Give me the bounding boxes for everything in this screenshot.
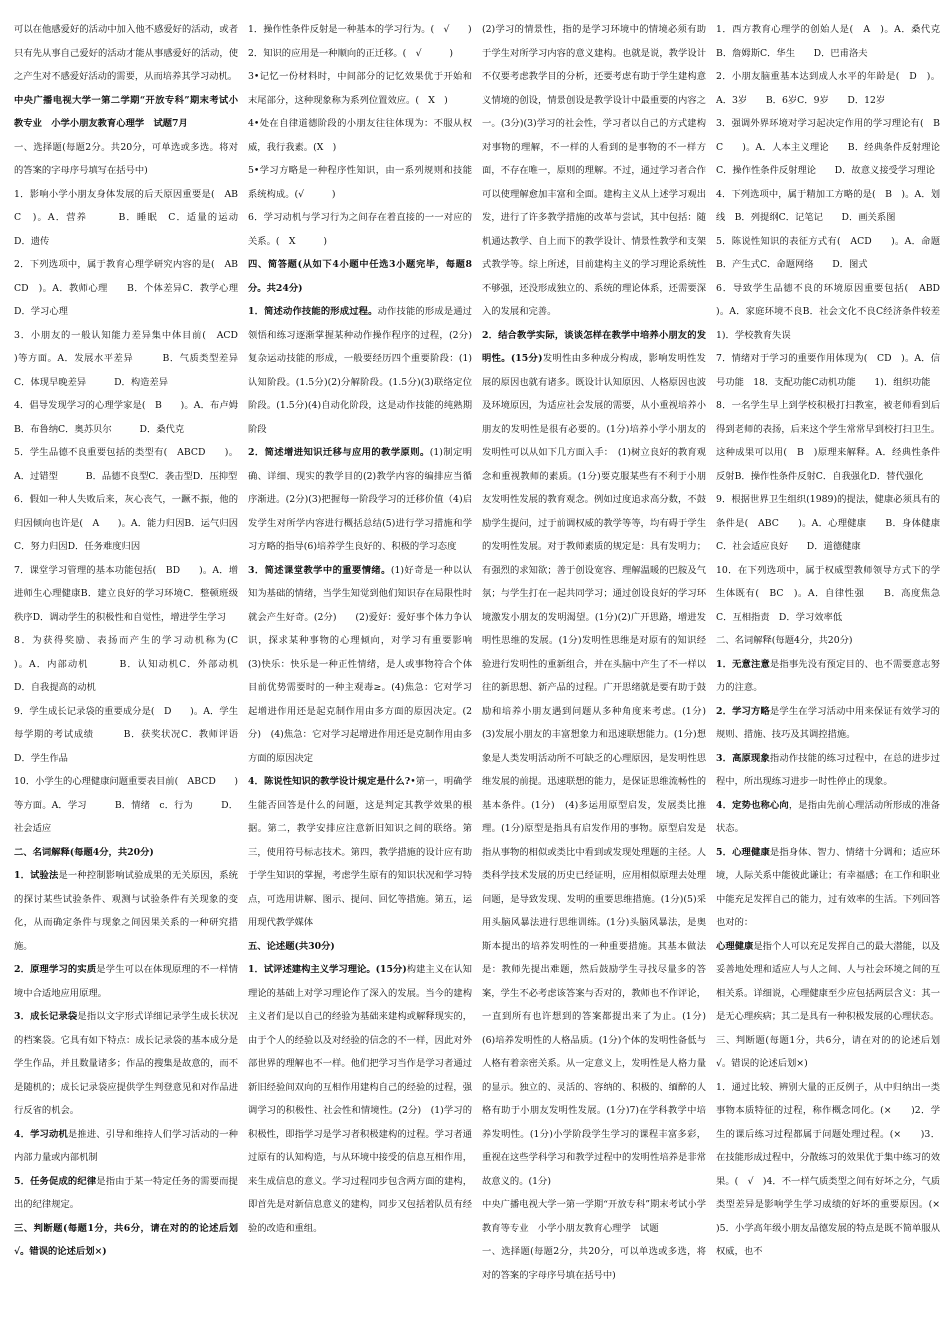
term-label: 4．学习动机 — [14, 1128, 68, 1140]
paragraph — [14, 1123, 238, 1170]
paragraph-text: 1．操作性条件反射是一种基本的学习行为。( √ ) — [248, 24, 472, 35]
paragraph — [248, 559, 472, 771]
term-label: 4．定势也称心向 — [716, 799, 789, 811]
column-1 — [14, 18, 238, 1334]
paragraph-text: 是指以文字形式详细记录学生成长状况的档案袋。它具有如下特点：成长记录袋的基本成分是学生作品，并且数量诸多；作品的搜集是故意的，而不是随机的；成长记录袋应提供学生判登意见和对作品进行反省的机会。 — [14, 1011, 238, 1116]
paragraph-text: 1．西方教育心理学的创始人是( A )。A．桑代克 B．詹姆斯C．华生 D．巴甫洛夫 — [716, 24, 940, 59]
paragraph-text: 4．倡导发现学习的心理学家是( B )。A．布卢姆 B．布鲁纳C．奥苏贝尔 D．桑代克 — [14, 400, 238, 435]
paragraph — [716, 183, 940, 230]
paragraph — [14, 1170, 238, 1217]
paragraph-text: 5．学生品德不良重要包括的类型有( ABCD )。A．过错型 B．品德不良型C．袭击型D．压抑型 — [14, 447, 238, 482]
paragraph-text: 4•处在自律道德阶段的小朋友往往体现为：不服从权威，我行我素。(X ) — [248, 118, 472, 153]
paragraph-text: 4．下列选项中，属于精加工方略的是( B )。A．划线 B．列提纲C．记笔记 D．画关系图 — [716, 188, 940, 223]
paragraph — [248, 206, 472, 253]
paragraph-text: 二、名词解释(每题4分，共20分) — [716, 635, 853, 646]
paragraph — [716, 935, 940, 1029]
paragraph-text: 10．在下列选项中，属于权威型教师领导方式下的学生体既有( BC )。A．自律性强 B．高度焦急C．互相指责 D．学习效率低 — [716, 564, 940, 623]
paragraph-text: 指动作技能的练习过程中，在总的进步过程中，所出现练习进步一时性停止的现象。 — [716, 752, 940, 787]
paragraph — [14, 559, 238, 630]
paragraph — [716, 747, 940, 794]
term-label: 3．简述课堂教学中的重要情绪。 — [248, 564, 391, 576]
paragraph-text: 一、选择题(每题2分。共20分，可单选或多选。将对的答案的字母序号填写在括号中) — [14, 141, 238, 176]
paragraph-text: 3．小朋友的一般认知能力差异集中体目前( ACD )等方面。A．发展水平差异 B．气质类型差异C．体现早晚差异 D．构造差异 — [14, 329, 238, 388]
paragraph — [248, 42, 472, 66]
paragraph — [716, 394, 940, 488]
paragraph-text: 6．导致学生品德不良的环境原因重要包括( ABD )。A．家庭环境不良B．社会文化不良C经济条件较差1)．学校教育失误 — [716, 282, 940, 341]
paragraph-text: 二、名词解释(每题4分，共20分) — [14, 846, 154, 858]
paragraph — [716, 700, 940, 747]
paragraph — [716, 277, 940, 348]
paragraph — [14, 324, 238, 395]
paragraph — [14, 253, 238, 324]
paragraph-text: 3•记忆一份材料时，中间部分的记忆效果优于开始和末尾部分，这种现象称为系列位置效应。( X ) — [248, 71, 472, 106]
paragraph — [248, 65, 472, 112]
paragraph — [14, 1005, 238, 1123]
term-label: 2．原理学习的实质 — [14, 964, 97, 975]
paragraph-text: 一、选择题(每题2分，共20分，可以单选或多选，将对的答案的字母序号填在括号中) — [482, 1246, 706, 1281]
paragraph — [14, 770, 238, 841]
paragraph — [248, 300, 472, 441]
term-label: 5．任务促成的纪律 — [14, 1175, 97, 1187]
term-label: 2．简述增进知识迁移与应用的教学原则。 — [248, 447, 430, 458]
section-heading — [248, 935, 472, 959]
paragraph — [14, 629, 238, 700]
paragraph-text: 6．学习动机与学习行为之间存在着直接的一一对应的关系。( X ) — [248, 212, 472, 247]
paragraph-text: 三、判断题(每题1分，共6分，请在对的的论述后划√。错误的论述后划×) — [716, 1034, 940, 1069]
paragraph-text: 1．影响小学小朋友身体发展的后天原因重要是( ABC )。A．营养 B．睡眠 C．适量的运动 D．遗传 — [14, 188, 238, 247]
paragraph — [248, 18, 472, 42]
paragraph — [14, 864, 238, 958]
paragraph-text: ，是指由先前心理活动所形成的准备状态。 — [716, 799, 940, 834]
paragraph-text: 五、论述题(共30分) — [248, 940, 335, 952]
paragraph — [248, 958, 472, 1240]
paragraph-text: 9．学生成长记录袋的重要成分是( D )。A．学生每学期的考试成绩 B．获奖状况C．教师评语D．学生作品 — [14, 705, 238, 764]
paragraph-text: 是学生可以在体现原理的不一样情境中合适地应用原理。 — [14, 964, 238, 999]
paragraph-text: 动作技能的形成是通过领悟和练习逐渐掌握某种动作操作程序的过程，(2分)复杂运动技能的形成，一般要经历四个重要阶段：(1)认知阶段。(1.5分)(2)分解阶段。(1.5分)(3)联络定位阶段。(1.5分)(4)自动化阶段，这是动作技能的纯熟期阶段 — [248, 306, 472, 435]
paragraph-text: 是指由于某一特定任务的需要而提出的纪律规定。 — [14, 1175, 238, 1210]
paragraph-text: 2．小朋友脑重基本达到成人水平的年龄是( D )。A．3岁 B．6岁C．9岁 D．12岁 — [716, 71, 940, 106]
paragraph — [482, 1240, 706, 1287]
paragraph — [248, 770, 472, 935]
paragraph-text: 可以在他感爱好的活动中加入他不感爱好的活动，或者只有先从事自己爱好的活动才能从事感爱好的活动，使之产生对不感爱好活动的需要，从而培养其学习动机。 — [14, 24, 238, 82]
term-label: 5．心理健康 — [716, 846, 770, 858]
paragraph — [716, 112, 940, 183]
paragraph-text: 是学生在学习活动中用来保证有效学习的规则、措施、技巧及其调控措施。 — [716, 705, 940, 740]
term-label: 1．简述动作技能的形成过程。 — [248, 306, 378, 317]
paragraph-text: 2．知识的应用是一种顺向的正迁移。( √ ) — [248, 47, 454, 59]
paragraph-text: 10．小学生的心理健康问题重要表目前( ABCD )等方面。A．学习 B．情绪 c．行为 D．社会适应 — [14, 776, 238, 834]
paragraph — [482, 324, 706, 1194]
paragraph-text: (1)好奇是一种以认知为基础的情绪，当学生知觉到他们知识存在局限性时就会产生好奇。(2分) (2)爱好：爱好事个体力争认识，探求某种事物的心理倾向，对学习有重要影响 (3)快乐：快乐是一种正性情绪，是人或事物符合个体目前优势需要时的一种主观毒≥。(4)焦急：它对学习起增进作用还是起克制作用由多方面的原因决定。(2分) (4)焦急：它对学习起增进作用还是克制作用由多方面的原因决定 — [248, 564, 472, 764]
paragraph — [14, 183, 238, 254]
column-4 — [716, 18, 940, 1334]
paragraph-text: 中央广播电视大学一第一学期“开放专科”期末考试小学教育等专业 小学小朋友教育心理学 试题 — [482, 1199, 706, 1234]
paragraph — [716, 347, 940, 394]
paragraph — [14, 700, 238, 771]
term-label: 1．无意注意 — [716, 658, 770, 670]
paragraph — [14, 136, 238, 183]
paragraph-text: 四、简答题(从如下4小题中任选3小题完毕，每题8分。共24分) — [248, 259, 472, 294]
paragraph-text: 8．为获得奖励、表扬而产生的学习动机称为(C )。A．内部动机 B．认知动机C．外部动机 D．自我提高的动机 — [14, 635, 238, 693]
term-label: 3．成长记录袋 — [14, 1011, 78, 1022]
paragraph-text: 中央广播电视大学一第二学期“开放专科”期末考试小教专业 小学小朋友教育心理学 试题7月 — [14, 94, 238, 129]
paragraph-text: 是一种控制影响试验成果的无关原因，系统的探讨某些试验条件、观测与试验条件有关现象的变化，从而确定条件与现象之间因果关系的一种研究措施。 — [14, 870, 238, 952]
paragraph-text: 7．课堂学习管理的基本功能包括( BD )。A．增进师生心理健康B．建立良好的学习环境C．整顿班级秩序D．调动学生的积极性和自觉性，增进学生学习 — [14, 564, 238, 623]
paragraph-text: 3．强调外界环境对学习起决定作用的学习理论有( BC )。A．人本主义理论 B．经典条件反射理论 C．操作性条件反射理论 D．故意义接受学习理论 — [716, 118, 940, 176]
paragraph — [14, 394, 238, 441]
paragraph — [482, 18, 706, 324]
paragraph-text: 5•学习方略是一种程序性知识，由一系列规则和技能系统构成。(√ ) — [248, 165, 472, 200]
paragraph — [716, 65, 940, 112]
term-label: 4．陈说性知识的教学设计规定是什么? — [248, 776, 411, 787]
paragraph — [716, 230, 940, 277]
paragraph — [716, 653, 940, 700]
paragraph-text: 1．通过比较、辨别大量的正反例子，从中归纳出一类事物本质特征的过程，称作概念同化。(× )2．学生的课后练习过程都属于问题处理过程。(× )3．在技能形成过程中，分散练习的效果优于集中练习的效果。( √ )4．不一样气质类型之间有好坏之分，气质类型差异是影响学生学习成绩的好坏的重要原因。(× )5．小学高年级小朋友品德发展的特点是既不简单服从权威，也不 — [716, 1081, 940, 1257]
paragraph — [248, 112, 472, 159]
term-label: 2．结合教学实际，谈谈怎样在教学中培养小朋友的发明性。(15分) — [482, 329, 706, 364]
paragraph-text: 8．一名学生早上到学校积极打扫教室，被老师看到后得到老师的表扬，后来这个学生常常早到校打扫卫生。这种成果可以用( B )原理来解释。A．经典性条件反射B．操作性条件反射C．自我强化D．替代强化 — [716, 400, 940, 482]
paragraph-text: •第一，明确学生能否回答是什么的问题，这是判定其教学效果的根据。第二，教学安排应注意新旧知识之间的联络。第三，使用符号标志技术。第四，教学措施的设计应有助于学生知识的掌握，考虑学生原有的知识状况和学习特点，可选用讲解、图示、提问、回忆等措施。第五，运用现代教学媒体 — [248, 776, 472, 928]
paragraph-text: 7．情绪对于学习的重要作用体现为( CD )。A．信号功能 18．支配功能C动机功能 1)．组织功能 — [716, 353, 940, 388]
column-2 — [248, 18, 472, 1334]
paragraph — [14, 958, 238, 1005]
section-heading — [14, 841, 238, 865]
paragraph — [14, 18, 238, 89]
paragraph-text: 9．根据世界卫生组织(1989)的提法，健康必须具有的条件是( ABC )。A．心理健康 B．身体健康C．社会适应良好 D．道德健康 — [716, 494, 940, 552]
paragraph — [716, 559, 940, 630]
paragraph — [716, 488, 940, 559]
paragraph-text: 是指事先没有预定目的、也不需要意志努力的注意。 — [716, 658, 940, 693]
paragraph — [716, 841, 940, 935]
paragraph — [14, 488, 238, 559]
paragraph — [716, 1076, 940, 1264]
paragraph — [248, 441, 472, 559]
term-label: 心理健康 — [716, 940, 754, 952]
paragraph — [716, 1029, 940, 1076]
paragraph — [14, 441, 238, 488]
term-label: 1．试评述建构主义学习理论。(15分) — [248, 964, 407, 975]
paragraph — [248, 159, 472, 206]
paragraph-text: 6．假如一种人失败后来，灰心丧气，一蹶不振，他的归因倾向也许是( A )。A．能力归因B．运气归因C．努力归因D．任务难度归因 — [14, 494, 238, 552]
paragraph-text: 是指身体、智力、情绪十分调和；适应环境，人际关系中能彼此谦让；有幸福感；在工作和职业中能充足发挥自己的能力，过有效率的生活。下列回答也对的： — [716, 846, 940, 928]
paragraph-text: 是推进、引导和维持人们学习活动的一种内部力量或内部机制 — [14, 1128, 238, 1163]
paragraph-text: 5．陈说性知识的表征方式有( ACD )。A．命题 B．产生式C．命题网络 D．图式 — [716, 235, 940, 270]
paragraph-text: 是指个人可以充足发挥自己的最大潜能，以及妥善地处理和适应人与人之间、人与社会环境之间的互相关系。详细说，心理健康至少应包括两层含义：其一是无心理疾病；其二是具有一种积极发展的心理状态。 — [716, 940, 940, 1022]
paragraph-text: 2．下列选项中，属于教育心理学研究内容的是( ABCD )。A．教师心理 B．个体差异C．教学心理 D．学习心理 — [14, 259, 238, 317]
paragraph-text: (2)学习的情景性，指的是学习环境中的情境必须有助于学生对所学习内容的意义建构。也就是说，教学设计不仅要考虑教学目的分析，还要考虑有助于学生建构意义情境的创设，情景创设是教学设计中最重要的内容之一。(3分)(3)学习的社会性，学习者以自己的方式建构对事物的理解，不一样的人看到的是事物的不一样方面，不存在唯一，原则的理解。不过，通过学习者合作可以使理解愈加丰富和全面。建构主义从上述学习观出发，进行了许多教学措施的改革与尝试，其中包括：随机通达教学、自上而下的教学设计、情景性教学和支架式教学等。综上所述，目前建构主义的学习理论系统性不够强，还没形成独立的、系统的理论体系，还需要深入的发展和完善。 — [482, 24, 706, 317]
paragraph — [716, 629, 940, 653]
section-heading — [248, 253, 472, 300]
section-heading — [14, 89, 238, 136]
paragraph — [482, 1193, 706, 1240]
term-label: 3．高原现象 — [716, 752, 770, 764]
term-label: 2．学习方略 — [716, 705, 770, 717]
term-label: 1．试验法 — [14, 870, 59, 881]
column-3 — [482, 18, 706, 1334]
paragraph-text: 构建主义在认知理论的基础上对学习理论作了深入的发展。当今的建构主义者们是以自己的经验为基础来建构或解释现实的，由于个人的经验以及对经验的信念的不一样，因此对外部世界的理解也不一样。他们把学习当作是学习者通过新旧经验间双向的互相作用建构自己的经验的过程，强调学习的积极性、社会性和情境性。(2分) (1)学习的积极性，即指学习是学习者积极建构的过程。学习者通过原有的认知构造，与从环境中接受的信息互相作用，来生成信息的意义。学习过程同步包含两方面的建构，即首先是对新信息意义的建构，同步又包括着队员有经验的改造和重组。 — [248, 964, 472, 1234]
paragraph-text: (1)制定明确、详细、现实的教学目的(2)教学内容的编排应当循序渐进。(2分)(3)把握每一阶段学习的迁移价值（4)启发学生对所学内容进行概括总结(5)进行学习措施和学习方略的指导(6)培养学生良好的、积极的学习态度 — [248, 447, 472, 552]
paragraph-text: 发明性由多种成分构成，影响发明性发展的原因也就有诸多。既设计认知原因、人格原因也波及环境原因，为适应社会发展的需要，从小重视培养小朋友的发明性是很有必要的。(1分)培养小学小朋友的发明性可以从如下几方面入手： (1)树立良好的教育观念和重视教师的素质。(1分)要克服某些有不利于小朋友发明性发展的教育观念。例如过度追求高分数，不鼓励学生提问，过于前调权威的教学等等，均有碍于学生的发明性发展。对于教师素质的规定是：具有发明力；有强烈的求知欲；善于创设宽容、理解温暖的巴胺及气氛；与学生打在一起共同学习；通过创设良好的学习环境激发小朋友的发明渴望。(1分)(2)广开思路，增进发明性思维的发展。(1分)发明性思维是对原有的知识经验进行发明性的重新组合，并在头脑中产生了不一样以往的新思想、新产品的过程。广开思绪就是要有助于鼓励和培养小朋友遇到问题从多种角度来考虑。(1分) (3)发展小朋友的丰富想象力和迅速联想能力。(1分)想象是人类发明活动所不可缺乏的心理原因，是发明性思维发展的前提。迅速联想的能力，是保证思维流畅性的基本条件。(1分) (4)多运用原型启发，发展类比推理。(1分)原型是指具有启发作用的事物。原型启发是指从事物的相似或类比中看到或发现处理题的主径。人类科学技术发展的历史已经证明，应用相似原理去处理问题，是导致发现、发明的重要思维措施。(1分)(5)采用头脑风暴法进行思维训练。(1分)头脑风暴法，是奥斯本提出的培养发明性的一种重要措施。其基本做法是：教师先提出难题，然后鼓励学生寻找尽量多的答案，学生不必考虑该答案与否对的，教师也不作评论，一直到所有也许想到的答案都提出来了为止。(1分) (6)培养发明性的人格品质。(1分)个体的发明性备低与人格有着亲密关系。从一定意义上，发明性是人格力量的显示。独立的、灵活的、容纳的、积极的、缅醉的人格有助于小朋友发明性发展。(1分)7)在学科教学中培养发明性。(1分)小学阶段学生学习的课程丰富多彩，重视在这些学科学习和教学过程中的发明性培养是非常故意义的。(1分) — [482, 353, 706, 1187]
paragraph-text: 三、判断题(每题1分，共6分，请在对的的论述后划√。错误的论述后划×) — [14, 1222, 238, 1257]
paragraph — [716, 18, 940, 65]
paragraph — [716, 794, 940, 841]
section-heading — [14, 1217, 238, 1264]
